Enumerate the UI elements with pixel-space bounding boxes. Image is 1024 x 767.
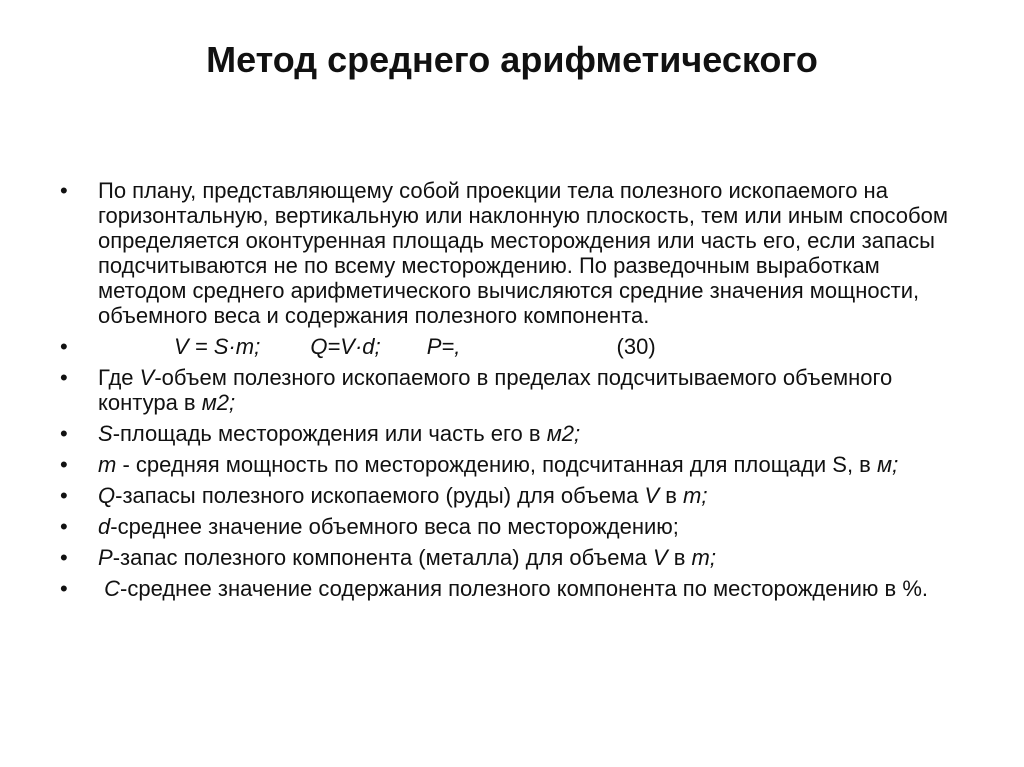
intro-text: По плану, представляющему собой проекции тела полезного ископаемого на горизонтальную, вертикальную или наклонную плоскость, тем или иным способом определяется оконтуренная площадь месторождения или часть его, если запасы подсчитываются не по всему месторождению. По разведочным выработкам методом среднего арифметического вычисляются средние значения мощности, объемного веса и содержания полезного компонента. <box>98 178 948 328</box>
list-item-def-q <box>58 483 958 508</box>
def-p-text: -запас полезного компонента (металла) для объема <box>112 545 653 570</box>
formula-v: V = S·m; <box>174 334 261 359</box>
def-v-symbol: V <box>139 365 155 390</box>
formula-q: Q=V·d; <box>310 334 381 359</box>
list-item-formula <box>58 334 958 359</box>
def-v-lead: Где <box>98 365 140 390</box>
bullet-icon: • <box>60 514 68 539</box>
def-p-text-b: в <box>667 545 692 570</box>
bullet-icon: • <box>60 483 68 508</box>
bullet-icon: • <box>60 334 68 359</box>
def-m-text: - средняя мощность по месторождению, подсчитанная для площади S, в <box>116 452 877 477</box>
def-q-symbol-v: V <box>644 483 660 508</box>
bullet-icon: • <box>60 452 68 477</box>
def-q-text-b: в <box>659 483 684 508</box>
list-item-def-s <box>58 421 958 446</box>
bullet-icon: • <box>60 576 68 601</box>
def-q-text: -запасы полезного ископаемого (руды) для объема <box>115 483 645 508</box>
formula-number: (30) <box>616 334 656 359</box>
def-c-text: -среднее значение содержания полезного компонента по месторождению в %. <box>120 576 929 601</box>
def-s-symbol: S <box>98 421 113 446</box>
def-s-text: -площадь месторождения или часть его в <box>112 421 547 446</box>
list-item-def-d <box>58 514 958 539</box>
def-v-text: -объем полезного ископаемого в пределах подсчитываемого объемного контура в <box>98 365 893 415</box>
def-m-symbol: m <box>98 452 117 477</box>
formula-p: P=, <box>426 334 461 359</box>
def-v-unit: м2; <box>201 390 236 415</box>
def-c-symbol: C <box>104 576 121 601</box>
list-item-def-v <box>58 365 958 415</box>
def-q-symbol: Q <box>98 483 116 508</box>
def-s-unit: м2; <box>546 421 581 446</box>
bullet-icon: • <box>60 178 68 203</box>
bullet-icon: • <box>60 365 68 390</box>
bullet-icon: • <box>60 545 68 570</box>
bullet-list <box>58 178 958 607</box>
slide-title: Метод среднего арифметического <box>206 39 818 80</box>
def-d-symbol: d <box>98 514 111 539</box>
list-item-intro <box>58 178 958 328</box>
def-m-unit: м; <box>876 452 899 477</box>
list-item-def-p <box>58 545 958 570</box>
list-item-def-m <box>58 452 958 477</box>
def-p-symbol-v: V <box>652 545 668 570</box>
def-p-symbol: P <box>98 545 113 570</box>
def-q-unit: т; <box>683 483 708 508</box>
list-item-def-c <box>58 576 958 601</box>
def-d-text: -среднее значение объемного веса по месторождению; <box>110 514 679 539</box>
def-p-unit: т; <box>691 545 716 570</box>
bullet-icon: • <box>60 421 68 446</box>
